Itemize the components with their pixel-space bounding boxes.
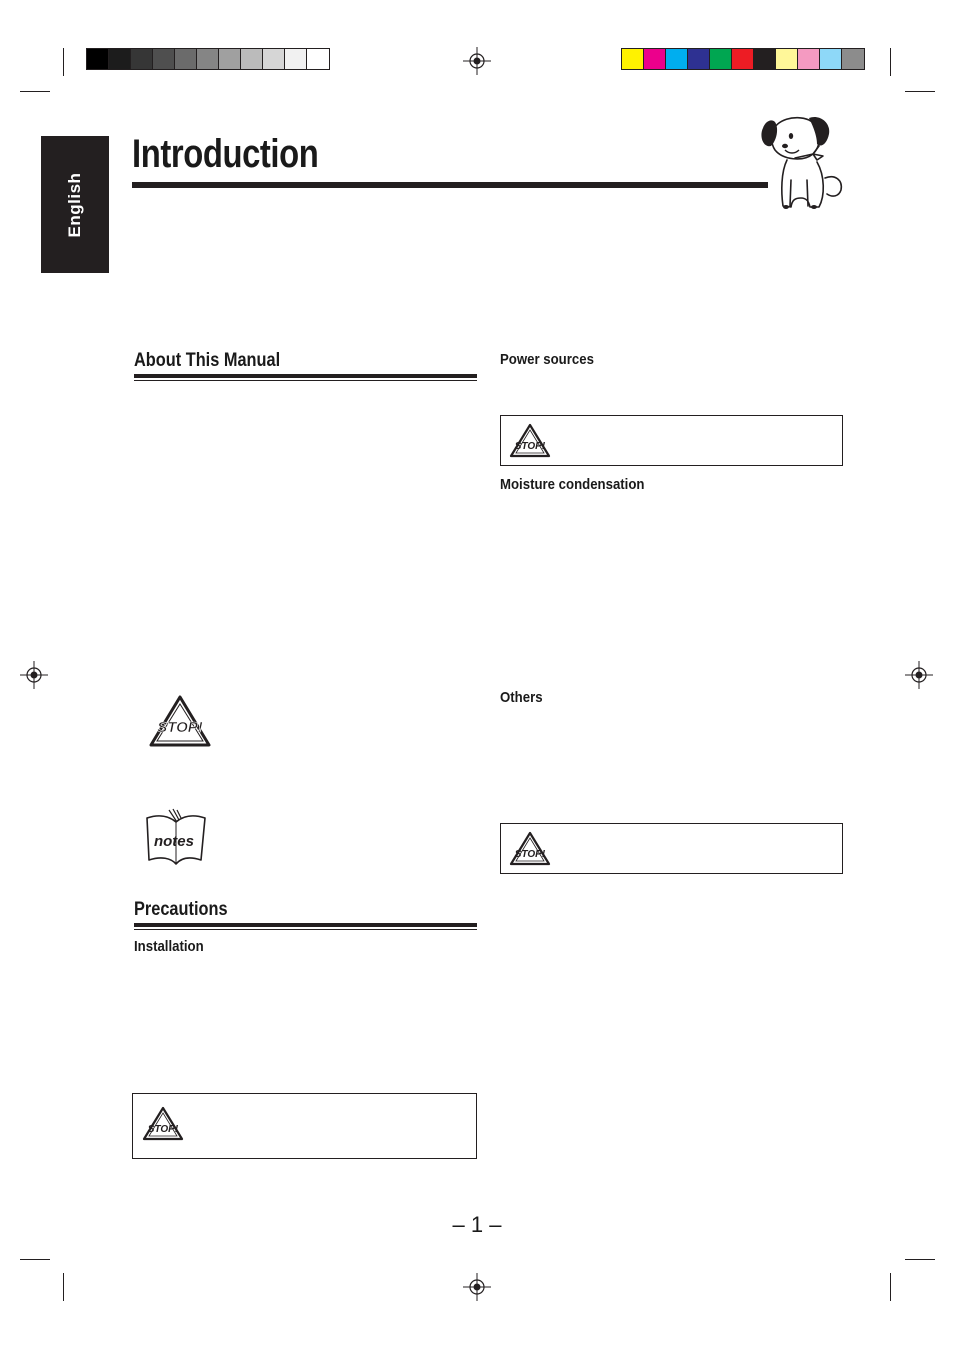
language-tab-label: English [65, 172, 84, 237]
color-swatch [109, 49, 131, 69]
stop-warning-icon [142, 1106, 184, 1142]
section-rule [134, 923, 477, 927]
dog-mascot-icon [755, 110, 850, 215]
crop-mark [890, 1273, 891, 1301]
process-color-bar [621, 48, 865, 70]
color-swatch [87, 49, 109, 69]
stop-warning-icon [509, 423, 551, 459]
color-swatch [241, 49, 263, 69]
registration-mark-icon [463, 1273, 491, 1301]
color-swatch [263, 49, 285, 69]
color-swatch [197, 49, 219, 69]
registration-mark-icon [905, 661, 933, 689]
page-number: – 1 – [452, 1212, 502, 1237]
stop-icon-text: STOP! [514, 441, 546, 452]
color-swatch [307, 49, 329, 69]
color-swatch [776, 49, 798, 69]
color-swatch [798, 49, 820, 69]
warning-box [500, 823, 843, 874]
color-swatch [175, 49, 197, 69]
color-swatch [688, 49, 710, 69]
color-swatch [754, 49, 776, 69]
language-tab [41, 136, 109, 273]
subheading-installation: Installation [134, 938, 204, 955]
crop-mark [63, 48, 64, 76]
color-swatch [285, 49, 307, 69]
crop-mark [20, 91, 50, 92]
color-swatch [732, 49, 754, 69]
crop-mark [905, 1259, 935, 1260]
crop-mark [20, 1259, 50, 1260]
subheading-power-sources: Power sources [500, 351, 594, 368]
stop-icon-text: STOP! [147, 1124, 179, 1135]
stop-icon-text: STOP! [514, 849, 546, 860]
section-rule [134, 374, 477, 378]
stop-warning-icon [509, 831, 551, 867]
section-rule [134, 929, 477, 930]
notes-icon [143, 808, 209, 868]
subheading-others: Others [500, 689, 543, 706]
section-rule [134, 380, 477, 381]
color-swatch [219, 49, 241, 69]
crop-mark [63, 1273, 64, 1301]
crop-mark [890, 48, 891, 76]
color-swatch [820, 49, 842, 69]
subheading-moisture: Moisture condensation [500, 476, 645, 493]
gray-scale-bar [86, 48, 330, 70]
color-swatch [842, 49, 864, 69]
color-swatch [131, 49, 153, 69]
page-title: Introduction [132, 132, 319, 176]
stop-warning-icon [148, 694, 212, 748]
warning-box [132, 1093, 477, 1159]
color-swatch [644, 49, 666, 69]
color-swatch [153, 49, 175, 69]
color-swatch [666, 49, 688, 69]
warning-box [500, 415, 843, 466]
registration-mark-icon [20, 661, 48, 689]
color-swatch [622, 49, 644, 69]
notes-icon-text: notes [153, 833, 195, 850]
section-heading-about-manual: About This Manual [134, 350, 281, 371]
title-rule [132, 182, 768, 188]
section-heading-precautions: Precautions [134, 899, 228, 920]
crop-mark [905, 91, 935, 92]
registration-mark-icon [463, 47, 491, 75]
color-swatch [710, 49, 732, 69]
stop-icon-text: STOP! [157, 719, 203, 736]
